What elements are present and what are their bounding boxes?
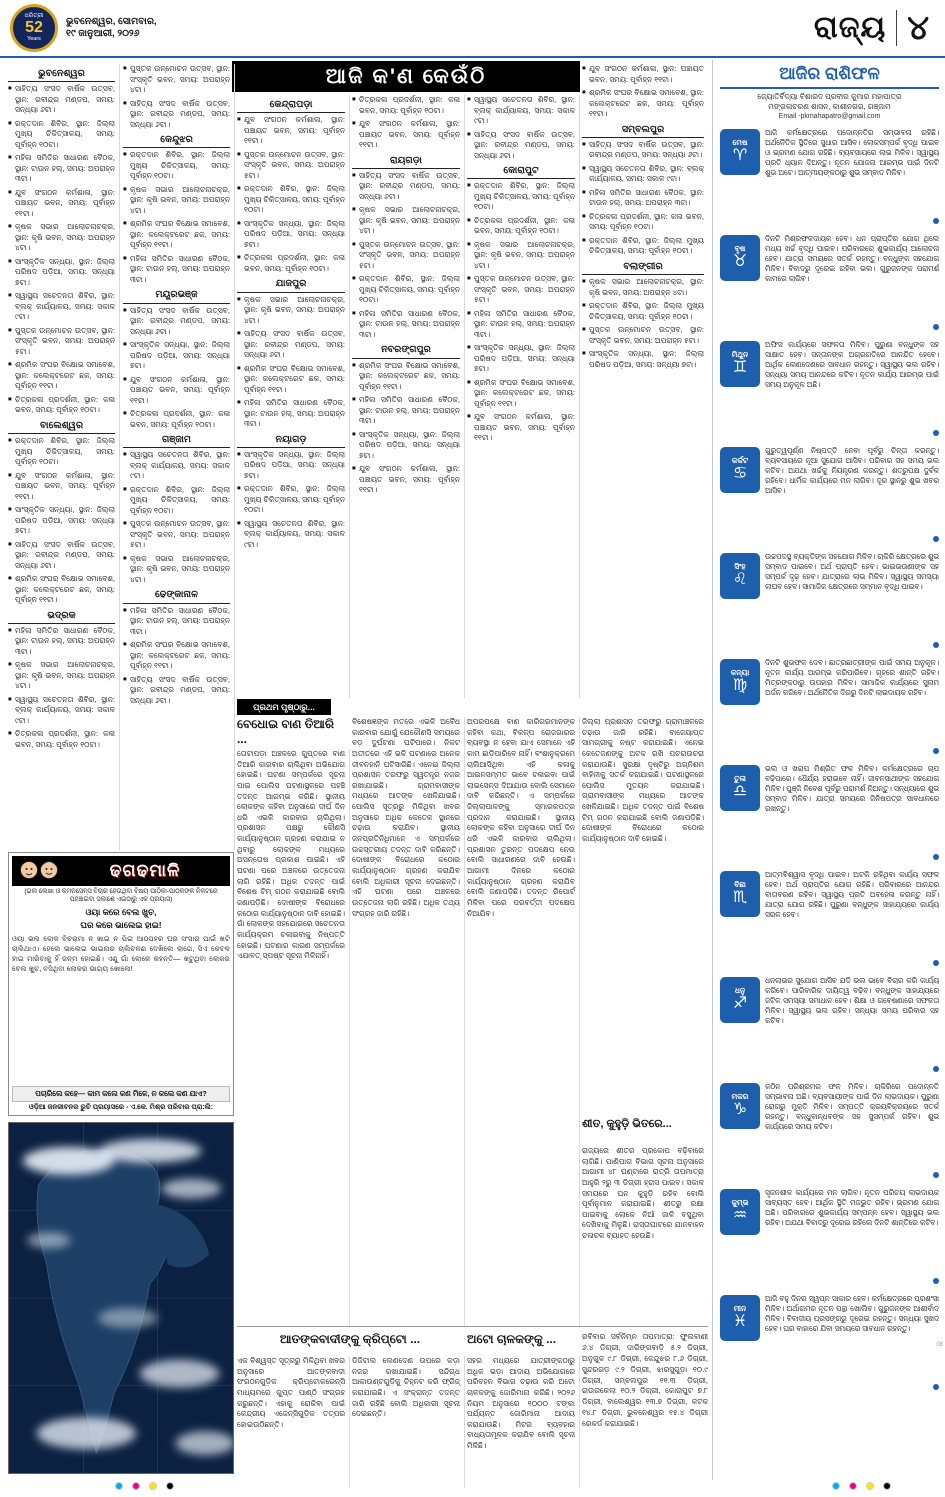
event-item: ◼ କୃଷକ ସଭାର ଆଲୋଚନାଚକ୍ର, ସ୍ଥାନ: କୃଷି ଭବନ, ସମୟ: ଅପରାହ୍ନ ୪ଟା। — [123, 185, 230, 217]
events-column-6 — [582, 64, 708, 698]
zodiac-badge — [720, 977, 760, 1023]
dot-separator — [933, 642, 939, 648]
event-item: ◼ ସାହିତ୍ୟ ସଂସଦ ବାର୍ଷିକ ଉତ୍ସବ, ସ୍ଥାନ: ରବୀନ୍ଦ୍ର ମଣ୍ଡପ, ସମୟ: ସନ୍ଧ୍ୟା ୬ଟା। — [8, 540, 115, 572]
horoscope-text: ଅଫିସ କାର୍ଯ୍ୟରେ ସଫଳତା ମିଳିବ। ପୁରୁଣା ବନ୍ଧୁଙ୍କ ସହ ସାକ୍ଷାତ ହେବ। ସନ୍ତାନଙ୍କ ଅଗ୍ରଗତିରେ ଆନନ୍ଦିତ ହେବେ। ଆର୍ଥିକ ଲେଣଦେଣରେ ସାବଧାନ ରହନ୍ତୁ। ସ୍ୱାସ୍ଥ୍ୟ ଭଲ ରହିବ। ସନ୍ଧ୍ୟା ସମୟ ଆନନ୍ଦରେ କଟିବ। ନୂତନ କାର୍ଯ୍ୟ ଆରମ୍ଭ ପାଇଁ ସମୟ ଅନୁକୂଳ ଅଛି। — [765, 339, 939, 389]
cartoon-title: ଢଗଢମାଳି — [109, 861, 181, 880]
dateline — [66, 16, 157, 41]
astrologer-email: Email -pkmahapatro@gmail.com — [778, 113, 881, 121]
event-item: ◼ ଯୁବ ସଂଗଠନ କର୍ମଶାଳା, ସ୍ଥାନ: ପଞ୍ଚାୟତ ଭବନ, ସମୟ: ପୂର୍ବାହ୍ନ ୧୧ଟା। — [582, 64, 704, 85]
event-item: ◼ କୃଷକ ସଭାର ଆଲୋଚନାଚକ୍ର, ସ୍ଥାନ: କୃଷି ଭବନ, ସମୟ: ଅପରାହ୍ନ ୪ଟା। — [123, 554, 230, 586]
event-item: ◼ ସାଂସ୍କୃତିକ ସନ୍ଧ୍ୟା, ସ୍ଥାନ: ଜିଲ୍ଲା ପରିଷଦ ପଡ଼ିଆ, ସମୟ: ସନ୍ଧ୍ୟା ୭ଟା। — [582, 349, 704, 370]
article2-headline: ଶୀତ, କୁହୁଡ଼ି ଭିତରେ... — [582, 1118, 672, 1130]
event-item: ◼ ସ୍ୱାସ୍ଥ୍ୟ ସଚେତନତା ଶିବିର, ସ୍ଥାନ: ବ୍ଲକ୍ କାର୍ଯ୍ୟାଳୟ, ସମୟ: ସକାଳ ୯ଟା। — [8, 291, 115, 323]
event-item: ◼ ମହିଳା ସମିତିର ସାଧାରଣ ବୈଠକ, ସ୍ଥାନ: ଟାଉନ ହଲ୍, ସମୟ: ଅପରାହ୍ନ ୩ଟା। — [352, 395, 460, 427]
zodiac-badge — [720, 447, 760, 493]
event-item: ◼ ପୁସ୍ତକ ଉନ୍ମୋଚନ ଉତ୍ସବ, ସ୍ଥାନ: ସଂସ୍କୃତି ଭବନ, ସମୟ: ଅପରାହ୍ନ ୫ଟା। — [237, 150, 345, 182]
zodiac-name: କର୍କଟ — [731, 455, 749, 465]
city-heading: ଭଦ୍ରକ — [8, 609, 115, 624]
dateline-line1: ଭୁବନେଶ୍ୱର, ସୋମବାର, — [66, 15, 157, 27]
city-heading: ବାଲେଶ୍ୱର — [8, 419, 115, 434]
horoscope-text: ଆଜି କର୍ମକ୍ଷେତ୍ରରେ ପଦୋନ୍ନତିର ସମ୍ଭାବନା ରହିଛି। ଅର୍ଥନୈତିକ ସ୍ଥିତିରେ ସୁଧାର ଆସିବ। ଲୋକସମ୍ପର୍କ ବୃଦ୍ଧି ପାଇବ ଓ ଭ୍ରମଣ ଯୋଗ ରହିଛି। ବ୍ୟବସାୟରେ ଲାଭ ମିଳିବ। ସ୍ୱାସ୍ଥ୍ୟ ପ୍ରତି ଧ୍ୟାନ ଦିଅନ୍ତୁ। ନୂତନ ଯୋଜନା ଆରମ୍ଭ ପାଇଁ ଦିନଟି ଶୁଭ ଅଟେ। ଆତ୍ମୀୟଙ୍କଠାରୁ ଶୁଭ ସମ୍ବାଦ ମିଳିବ। — [765, 127, 939, 177]
event-item: ◼ ଯୁବ ସଂଗଠନ କର୍ମଶାଳା, ସ୍ଥାନ: ପଞ୍ଚାୟତ ଭବନ, ସମୟ: ପୂର୍ବାହ୍ନ ୧୧ଟା। — [352, 119, 460, 151]
horoscope-sign — [720, 552, 939, 654]
zodiac-name: ମକର — [731, 1091, 749, 1101]
zodiac-badge — [720, 871, 760, 917]
zodiac-symbol-icon: ♎ — [732, 783, 748, 801]
event-item: ◼ କୃଷକ ସଭାର ଆଲୋଚନାଚକ୍ର, ସ୍ଥାନ: କୃଷି ଭବନ, ସମୟ: ଅପରାହ୍ନ ୪ଟା। — [467, 240, 575, 272]
event-item: ◼ ରକ୍ତଦାନ ଶିବିର, ସ୍ଥାନ: ଜିଲ୍ଲା ମୁଖ୍ୟ ଚିକିତ୍ସାଳୟ, ସମୟ: ପୂର୍ବାହ୍ନ ୧୦ଟା। — [467, 181, 575, 213]
horoscope-title: ଆଜିର ରାଶିଫଳ — [720, 62, 939, 89]
horoscope-sign — [720, 1188, 939, 1290]
article3-body-col1: ଏକ ବିଶ୍ୱସ୍ତ ସୂତ୍ରରୁ ମିଳିଥିବା ଖବର ଅନୁସାରେ ଆତଙ୍କବାଦୀ ସଂଗଠନଗୁଡ଼ିକ କ୍ରିପ୍ଟୋକରେନ୍ସି ମାଧ୍ୟମରେ ଗୁପ୍ତ ପାଣ୍ଠି ସଂଗ୍ରହ କରୁଛନ୍ତି। ଏହାକୁ ରୋକିବା ପାଇଁ କେନ୍ଦ୍ରୀୟ ଏଜେନ୍ସିଗୁଡ଼ିକ ତତ୍ପର ହୋଇଉଠିଛନ୍ତି। — [237, 1356, 350, 1488]
horoscope-sign — [720, 1294, 939, 1396]
registration-marks — [115, 1482, 174, 1490]
event-item: ◼ ସ୍ୱାସ୍ଥ୍ୟ ସଚେତନତା ଶିବିର, ସ୍ଥାନ: ବ୍ଲକ୍ କାର୍ଯ୍ୟାଳୟ, ସମୟ: ସକାଳ ୯ଟା। — [582, 164, 704, 185]
city-heading: ଯାଜପୁର — [237, 277, 345, 292]
article1-headline: ବେଧୋଇ ବାଣ ତିଆରି ... — [237, 717, 334, 746]
dot-separator — [933, 960, 939, 966]
from-page-one-label: ପ୍ରଥମ ପୃଷ୍ଠାରୁ... — [237, 699, 331, 715]
registration-dot — [166, 1482, 174, 1490]
cartoon-title-bar — [12, 856, 230, 886]
city-heading: କେନ୍ଦ୍ରାପଡ଼ା — [237, 98, 345, 113]
dot-separator — [933, 218, 939, 224]
dot-separator — [933, 1172, 939, 1178]
zodiac-symbol-icon: ♐ — [732, 995, 748, 1013]
temperature-readings: ରବିବାର ସର୍ବନିମ୍ନ ତାପମାତ୍ରା: ଫୁଲବାଣୀ ୬.୪ ଡିଗ୍ରୀ, ଦାରିଙ୍ଗବାଡ଼ି ୫.୨ ଡିଗ୍ରୀ, ଅନୁଗୁଳ ୯.୮ ଡିଗ୍ରୀ, କେନ୍ଦୁଝର ୮.୬ ଡିଗ୍ରୀ, ସୁନ୍ଦରଗଡ଼ ୯.୨ ଡିଗ୍ରୀ, ଝାରସୁଗୁଡ଼ା ୧୦.୯ ଡିଗ୍ରୀ, ସମ୍ବଲପୁର ୧୧.୩ ଡିଗ୍ରୀ, ରାଉରକେଲା ୧୦.୨ ଡିଗ୍ରୀ, କୋରାପୁଟ ୭.୮ ଡିଗ୍ରୀ, ବାଲେଶ୍ୱର ୧୩.୭ ଡିଗ୍ରୀ, କଟକ ୧୪.୮ ଡିଗ୍ରୀ, ଭୁବନେଶ୍ୱର ୧୫.୪ ଡିଗ୍ରୀ ରେକର୍ଡ କରାଯାଇଛି। — [582, 1332, 708, 1428]
event-item: ◼ ରକ୍ତଦାନ ଶିବିର, ସ୍ଥାନ: ଜିଲ୍ଲା ମୁଖ୍ୟ ଚିକିତ୍ସାଳୟ, ସମୟ: ପୂର୍ବାହ୍ନ ୧୦ଟା। — [8, 119, 115, 151]
registration-dot — [832, 1482, 840, 1490]
event-item: ◼ ଚିତ୍ରକଳା ପ୍ରଦର୍ଶନୀ, ସ୍ଥାନ: କଳା ଭବନ, ସମୟ: ପୂର୍ବାହ୍ନ ୧୦ଟା। — [237, 253, 345, 274]
horoscope-sign — [720, 234, 939, 336]
city-heading: ମୟୂରଭଞ୍ଜ — [123, 288, 230, 303]
city-heading: ଗଞ୍ଜାମ — [123, 433, 230, 448]
event-item: ◼ ରକ୍ତଦାନ ଶିବିର, ସ୍ଥାନ: ଜିଲ୍ଲା ମୁଖ୍ୟ ଚିକିତ୍ସାଳୟ, ସମୟ: ପୂର୍ବାହ୍ନ ୧୦ଟା। — [8, 436, 115, 468]
horoscope-text: ସୃଜନଶୀଳ କାର୍ଯ୍ୟରେ ମନ ଲାଗିବ। ନୂତନ ପରିଚୟ ଲାଭଦାୟକ ସାବ୍ୟସ୍ତ ହେବ। ଆର୍ଥିକ ସ୍ଥିତି ମଜଭୁତ ରହିବ। ଭ୍ରମଣ ଯୋଗ ଅଛି। ପରିବାରରେ ଶୁଭକାର୍ଯ୍ୟ ସମ୍ପନ୍ନ ହେବ। ସ୍ୱାସ୍ଥ୍ୟ ଭଲ ରହିବ। ଅଯଥା ବିବାଦରୁ ଦୂରେଇ ରହିଲେ ଦିନଟି ଶାନ୍ତିରେ କଟିବ। — [765, 1187, 939, 1227]
zodiac-symbol-icon: ♓ — [732, 1313, 748, 1331]
event-item: ◼ ଶ୍ରମିକ ସଂଘର ବିକ୍ଷୋଭ ସମାବେଶ, ସ୍ଥାନ: କଲେକ୍ଟରେଟ ଛକ, ସମୟ: ପୂର୍ବାହ୍ନ ୧୧ଟା। — [8, 574, 115, 606]
article1-body-col2: ବିଶେଷଜ୍ଞଙ୍କ ମତରେ ଏଭଳି ଅବୈଧ କାରବାର ଯୋଗୁଁ ଯେକୌଣସି ସମୟରେ ବଡ଼ ଦୁର୍ଘଟଣା ଘଟିପାରେ। ନିକଟ ଅତୀତରେ ଏହି ଭଳି ଘଟଣାରେ ଅନେକ ଜୀବନହାନି ଘଟିସାରିଛି। ଏନେଇ ଜିଲ୍ଲା ପ୍ରଶାସନ ତରଫରୁ ସ୍ୱତନ୍ତ୍ର ନଜର ରଖାଯାଇଛି। ଗ୍ରାମବାସୀଙ୍କ ମଧ୍ୟରେ ଆତଙ୍କ ଖେଳିଯାଇଛି। ପୋଲିସ ସୂତ୍ରରୁ ମିଳିଥିବା ଖବର ଅନୁସାରେ ଅଧିକ କେତେକ ସ୍ଥାନରେ ଚଢ଼ାଉ କରାଯିବ। ସ୍ଥାନୀୟ ଜନପ୍ରତିନିଧିମାନେ ଏ ସମ୍ପର୍କରେ ଉଚ୍ଚସ୍ତରୀୟ ତଦନ୍ତ ଦାବି କରିଛନ୍ତି। ଦୋଷୀଙ୍କ ବିରୋଧରେ କଠୋର କାର୍ଯ୍ୟାନୁଷ୍ଠାନ ଗ୍ରହଣ କରାଯିବ ବୋଲି ଅଧିକାରୀ ସୂଚନା ଦେଇଛନ୍ତି। ଏହି ଘଟଣା ପରେ ଅଞ୍ଚଳରେ ଉତ୍ତେଜନା ଲାଗି ରହିଛି। ଅଧିକ ତଥ୍ୟ ସଂଗ୍ରହ ଜାରି ରହିଛି। — [352, 717, 465, 1326]
astrologer-info — [720, 92, 939, 122]
event-item: ◼ ଯୁବ ସଂଗଠନ କର୍ମଶାଳା, ସ୍ଥାନ: ପଞ୍ଚାୟତ ଭବନ, ସମୟ: ପୂର୍ବାହ୍ନ ୧୧ଟା। — [352, 464, 460, 496]
events-column-5 — [467, 95, 580, 698]
event-item: ◼ ରକ୍ତଦାନ ଶିବିର, ସ୍ଥାନ: ଜିଲ୍ଲା ମୁଖ୍ୟ ଚିକିତ୍ସାଳୟ, ସମୟ: ପୂର୍ବାହ୍ନ ୧୦ଟା। — [237, 184, 345, 216]
event-item: ◼ ସାଂସ୍କୃତିକ ସନ୍ଧ୍ୟା, ସ୍ଥାନ: ଜିଲ୍ଲା ପରିଷଦ ପଡ଼ିଆ, ସମୟ: ସନ୍ଧ୍ୟା ୭ଟା। — [237, 450, 345, 482]
event-item: ◼ ସାହିତ୍ୟ ସଂସଦ ବାର୍ଷିକ ଉତ୍ସବ, ସ୍ଥାନ: ରବୀନ୍ଦ୍ର ମଣ୍ଡପ, ସମୟ: ସନ୍ଧ୍ୟା ୬ଟା। — [123, 99, 230, 131]
event-item: ◼ ଶ୍ରମିକ ସଂଘର ବିକ୍ଷୋଭ ସମାବେଶ, ସ୍ଥାନ: କଲେକ୍ଟରେଟ ଛକ, ସମୟ: ପୂର୍ବାହ୍ନ ୧୧ଟା। — [352, 361, 460, 393]
event-item: ◼ ରକ୍ତଦାନ ଶିବିର, ସ୍ଥାନ: ଜିଲ୍ଲା ମୁଖ୍ୟ ଚିକିତ୍ସାଳୟ, ସମୟ: ପୂର୍ବାହ୍ନ ୧୦ଟା। — [582, 236, 704, 257]
city-heading: ନୟାଗଡ଼ — [237, 433, 345, 448]
event-item: ◼ କୃଷକ ସଭାର ଆଲୋଚନାଚକ୍ର, ସ୍ଥାନ: କୃଷି ଭବନ, ସମୟ: ଅପରାହ୍ନ ୪ଟା। — [352, 205, 460, 237]
event-item: ◼ ପୁସ୍ତକ ଉନ୍ମୋଚନ ଉତ୍ସବ, ସ୍ଥାନ: ସଂସ୍କୃତି ଭବନ, ସମୟ: ଅପରାହ୍ନ ୫ଟା। — [352, 240, 460, 272]
event-item: ◼ ଯୁବ ସଂଗଠନ କର୍ମଶାଳା, ସ୍ଥାନ: ପଞ୍ଚାୟତ ଭବନ, ସମୟ: ପୂର୍ବାହ୍ନ ୧୧ଟା। — [237, 115, 345, 147]
city-heading: କୋରାପୁଟ — [467, 164, 575, 179]
event-item: ◼ ସାଂସ୍କୃତିକ ସନ୍ଧ୍ୟା, ସ୍ଥାନ: ଜିଲ୍ଲା ପରିଷଦ ପଡ଼ିଆ, ସମୟ: ସନ୍ଧ୍ୟା ୭ଟା। — [8, 505, 115, 537]
cartoon-credit: ଓଡ଼ିଆ ଜନଜୀବନର ରୁଚି ପ୍ରୟାସରେ - ଏ.କେ. ମିଶ୍ର ପରିବାର ପ୍ରା:ଲି: — [28, 1104, 214, 1111]
events-title-banner: ଆଜି କ'ଣ କେଉଁଠି — [232, 61, 580, 92]
zodiac-name: ମେଷ — [732, 137, 748, 147]
event-item: ◼ ରକ୍ତଦାନ ଶିବିର, ସ୍ଥାନ: ଜିଲ୍ଲା ମୁଖ୍ୟ ଚିକିତ୍ସାଳୟ, ସମୟ: ପୂର୍ବାହ୍ନ ୧୦ଟା। — [582, 301, 704, 322]
city-heading: ରାୟଗଡ଼ା — [352, 154, 460, 169]
zodiac-badge — [720, 1189, 760, 1235]
article1-body-col4: ଜିଲ୍ଲା ପ୍ରଶାସନ ତରଫରୁ ଗ୍ରାମାଞ୍ଚଳରେ ଚଢ଼ାଉ ଜାରି ରହିଛି। ବାଜେୟାପ୍ତ ସାମଗ୍ରୀକୁ ନଷ୍ଟ କରାଯାଇଛି। ଏନେଇ କେତେଜଣଙ୍କୁ ଅଟକ ରଖି ପଚରାଉଚରା କରାଯାଉଛି। ସୁରକ୍ଷା ଦୃଷ୍ଟିରୁ ଅଗ୍ନିଶମ ବାହିନୀକୁ ସତର୍କ କରାଯାଇଛି। ଘଟଣାସ୍ଥଳରେ ପୋଲିସ ମୁତୟନ କରାଯାଇଛି। ଗ୍ରାମବାସୀଙ୍କ ମଧ୍ୟରେ ଆତଙ୍କ ଖେଳିଯାଇଛି। ଅଧିକ ତଦନ୍ତ ପାଇଁ ବିଶେଷ ଟିମ୍ ଗଠନ କରାଯାଇଛି ବୋଲି ଜଣାପଡ଼ିଛି। ଦୋଷୀଙ୍କ ବିରୋଧରେ କଠୋର କାର୍ଯ୍ୟାନୁଷ୍ଠାନ ଦାବି ହୋଇଛି। — [582, 717, 704, 844]
article3-body-col2: ଡିଜିଟାଲ ଲେଣଦେଣ ଉପରେ କଡ଼ା ନଜର ରଖାଯାଇଛି। ସନ୍ଦିଗ୍ଧ ଆକାଉଣ୍ଟଗୁଡ଼ିକୁ ଚିହ୍ନଟ କରି ଫ୍ରିଜ୍ କରାଯାଇଛି। ଏ ସଂକ୍ରାନ୍ତ ତଦନ୍ତ ଜାରି ରହିଛି ବୋଲି ଅଧିକାରୀ ସୂଚନା ଦେଇଛନ୍ତି। — [352, 1356, 465, 1488]
event-item: ◼ ଚିତ୍ରକଳା ପ୍ରଦର୍ଶନୀ, ସ୍ଥାନ: କଳା ଭବନ, ସମୟ: ପୂର୍ବାହ୍ନ ୧୦ଟା। — [8, 729, 115, 750]
event-item: ◼ କୃଷକ ସଭାର ଆଲୋଚନାଚକ୍ର, ସ୍ଥାନ: କୃଷି ଭବନ, ସମୟ: ଅପରାହ୍ନ ୪ଟା। — [237, 295, 345, 327]
logo-years-label: Years — [27, 36, 41, 43]
events-column-3 — [237, 95, 350, 698]
events-column-4 — [352, 95, 465, 698]
event-item: ◼ ମହିଳା ସମିତିର ସାଧାରଣ ବୈଠକ, ସ୍ଥାନ: ଟାଉନ ହଲ୍, ସମୟ: ଅପରାହ୍ନ ୩ଟା। — [582, 188, 704, 209]
logo-years: 52 — [25, 19, 43, 37]
zodiac-name: ତୁଳା — [734, 773, 746, 783]
horoscope-sign — [720, 446, 939, 548]
cartoon-faces-icon — [18, 856, 62, 887]
article2-body: ରାଜ୍ୟରେ ଶୀତର ପ୍ରକୋପ ବଢ଼ିବାରେ ଲାଗିଛି। ପାଣିପାଗ ବିଭାଗ ସୂଚନା ଅନୁସାରେ ଆଗାମୀ ୪୮ ଘଣ୍ଟାରେ ରାତ୍ରି ତାପମାତ୍ରା ଆହୁରି ୨ରୁ ୩ ଡିଗ୍ରୀ ହ୍ରାସ ପାଇବ। ସକାଳ ସମୟରେ ଘନ କୁହୁଡ଼ି ରହିବ ବୋଲି ପୂର୍ବାନୁମାନ କରାଯାଇଛି। ଶୀତରୁ ରକ୍ଷା ପାଇବାକୁ ଲୋକେ ନିଆଁ ଜାଳି ବସୁଥିବା ଦେଖିବାକୁ ମିଳୁଛି। ରାସ୍ତାଘାଟରେ ଯାନବାହନ ଚଳାଚଳ ବ୍ୟାହତ ହେଉଛି। — [582, 1146, 704, 1241]
event-item: ◼ ରକ୍ତଦାନ ଶିବିର, ସ୍ଥାନ: ଜିଲ୍ଲା ମୁଖ୍ୟ ଚିକିତ୍ସାଳୟ, ସମୟ: ପୂର୍ବାହ୍ନ ୧୦ଟା। — [123, 150, 230, 182]
event-item: ◼ ଚିତ୍ରକଳା ପ୍ରଦର୍ଶନୀ, ସ୍ଥାନ: କଳା ଭବନ, ସମୟ: ପୂର୍ବାହ୍ନ ୧୦ଟା। — [352, 95, 460, 116]
zodiac-name: ମିଥୁନ — [731, 349, 749, 359]
horoscope-sign — [720, 976, 939, 1078]
event-item: ◼ ରକ୍ତଦାନ ଶିବିର, ସ୍ଥାନ: ଜିଲ୍ଲା ମୁଖ୍ୟ ଚିକିତ୍ସାଳୟ, ସମୟ: ପୂର୍ବାହ୍ନ ୧୦ଟା। — [123, 485, 230, 517]
zodiac-badge — [720, 341, 760, 387]
zodiac-name: ଧନୁ — [734, 985, 746, 995]
event-item: ◼ ମହିଳା ସମିତିର ସାଧାରଣ ବୈଠକ, ସ୍ଥାନ: ଟାଉନ ହଲ୍, ସମୟ: ଅପରାହ୍ନ ୩ଟା। — [8, 153, 115, 185]
horoscope-text: ଦିନଟି ଶୁଭଫଳ ଦେବ। ଛାତ୍ରଛାତ୍ରୀଙ୍କ ପାଇଁ ସମୟ ଅନୁକୂଳ। ନୂତନ କାର୍ଯ୍ୟ ଆରମ୍ଭ କରିପାରିବେ। ଗୃହରେ ଶାନ୍ତି ରହିବ। ମିତ୍ରଙ୍କଠାରୁ ଉପହାର ମିଳିବ। ସାମାଜିକ କାର୍ଯ୍ୟରେ ସୁନାମ ଅର୍ଜନ କରିବେ। ଅର୍ଥନୈତିକ ଦିଗରୁ ଦିନଟି ଲାଭଦାୟକ ରହିବ। — [765, 657, 939, 697]
article3-headline: ଆତଙ୍କବାଦୀଙ୍କୁ କ୍ରିପ୍ଟୋ ... — [279, 1332, 421, 1346]
horoscope-text: ଉଚ୍ଚପଦସ୍ଥ ବ୍ୟକ୍ତିଙ୍କ ସହଯୋଗ ମିଳିବ। ଚାକିରି କ୍ଷେତ୍ରରେ ଶୁଭ ସମ୍ବାଦ ପାଇବେ। ଅର୍ଥ ପ୍ରାପ୍ତି ହେବ। ଭାଇଭଉଣୀଙ୍କ ସହ ସମ୍ପର୍କ ଦୃଢ଼ ହେବ। ଯାତ୍ରାରେ ଲାଭ ମିଳିବ। ସ୍ୱାସ୍ଥ୍ୟ ସମସ୍ୟା ଲାଘବ ହେବ। ସାମାଜିକ କ୍ଷେତ୍ରରେ ସମ୍ମାନ ବୃଦ୍ଧି ପାଇବ। — [765, 551, 939, 591]
event-item: ◼ ଶ୍ରମିକ ସଂଘର ବିକ୍ଷୋଭ ସମାବେଶ, ସ୍ଥାନ: କଲେକ୍ଟରେଟ ଛକ, ସମୟ: ପୂର୍ବାହ୍ନ ୧୧ଟା। — [8, 360, 115, 392]
satellite-map-graphic — [9, 1123, 233, 1473]
event-item: ◼ ଶ୍ରମିକ ସଂଘର ବିକ୍ଷୋଭ ସମାବେଶ, ସ୍ଥାନ: କଲେକ୍ଟରେଟ ଛକ, ସମୟ: ପୂର୍ବାହ୍ନ ୧୧ଟା। — [123, 640, 230, 672]
event-item: ◼ ଯୁବ ସଂଗଠନ କର୍ମଶାଳା, ସ୍ଥାନ: ପଞ୍ଚାୟତ ଭବନ, ସମୟ: ପୂର୍ବାହ୍ନ ୧୧ଟା। — [8, 188, 115, 220]
event-item: ◼ ସାଂସ୍କୃତିକ ସନ୍ଧ୍ୟା, ସ୍ଥାନ: ଜିଲ୍ଲା ପରିଷଦ ପଡ଼ିଆ, ସମୟ: ସନ୍ଧ୍ୟା ୭ଟା। — [352, 430, 460, 462]
zodiac-name: କନ୍ୟା — [730, 667, 750, 677]
event-item: ◼ ସାହିତ୍ୟ ସଂସଦ ବାର୍ଷିକ ଉତ୍ସବ, ସ୍ଥାନ: ରବୀନ୍ଦ୍ର ମଣ୍ଡପ, ସମୟ: ସନ୍ଧ୍ୟା ୬ଟା। — [352, 171, 460, 203]
event-item: ◼ ସାଂସ୍କୃତିକ ସନ୍ଧ୍ୟା, ସ୍ଥାନ: ଜିଲ୍ଲା ପରିଷଦ ପଡ଼ିଆ, ସମୟ: ସନ୍ଧ୍ୟା ୭ଟା। — [467, 343, 575, 375]
event-item: ◼ ସାହିତ୍ୟ ସଂସଦ ବାର୍ଷିକ ଉତ୍ସବ, ସ୍ଥାନ: ରବୀନ୍ଦ୍ର ମଣ୍ଡପ, ସମୟ: ସନ୍ଧ୍ୟା ୬ଟା। — [237, 329, 345, 361]
zodiac-name: ବୃଷ — [734, 243, 746, 253]
event-item: ◼ ସାଂସ୍କୃତିକ ସନ୍ଧ୍ୟା, ସ୍ଥାନ: ଜିଲ୍ଲା ପରିଷଦ ପଡ଼ିଆ, ସମୟ: ସନ୍ଧ୍ୟା ୭ଟା। — [8, 257, 115, 289]
event-item: ◼ ମହିଳା ସମିତିର ସାଧାରଣ ବୈଠକ, ସ୍ଥାନ: ଟାଉନ ହଲ୍, ସମୟ: ଅପରାହ୍ନ ୩ଟା। — [237, 398, 345, 430]
event-item: ◼ ରକ୍ତଦାନ ଶିବିର, ସ୍ଥାନ: ଜିଲ୍ଲା ମୁଖ୍ୟ ଚିକିତ୍ସାଳୟ, ସମୟ: ପୂର୍ବାହ୍ନ ୧୦ଟା। — [352, 274, 460, 306]
city-heading: ନବରଙ୍ଗପୁର — [352, 343, 460, 358]
horoscope-sign — [720, 128, 939, 230]
event-item: ◼ ସାଂସ୍କୃତିକ ସନ୍ଧ୍ୟା, ସ୍ଥାନ: ଜିଲ୍ଲା ପରିଷଦ ପଡ଼ିଆ, ସମୟ: ସନ୍ଧ୍ୟା ୭ଟା। — [237, 219, 345, 251]
registration-marks — [832, 1482, 891, 1490]
horoscope-text: ଗୁରୁତ୍ୱପୂର୍ଣ୍ଣ ନିଷ୍ପତ୍ତି ନେବା ପୂର୍ବରୁ ଚିନ୍ତା କରନ୍ତୁ। ବ୍ୟବସାୟରେ ନୂଆ ସୁଯୋଗ ଆସିବ। ପରିବାର ସହ ସମୟ ଭଲ କଟିବ। ଅଯଥା ଖର୍ଚ୍ଚକୁ ନିୟନ୍ତ୍ରଣ କରନ୍ତୁ। ଶତ୍ରୁପକ୍ଷ ଦୁର୍ବଳ ରହିବେ। ଧାର୍ମିକ କାର୍ଯ୍ୟରେ ମନ ଲାଗିବ। ଦୂର ସ୍ଥାନରୁ ଶୁଭ ଖବର ଆସିବ। — [765, 445, 939, 495]
astrologer-name: ଜ୍ୟୋତିର୍ବିଦ୍ୟା ବିଶାରଦ ପ୍ରବୀର କୁମାର ମହାପାତ୍ର — [757, 92, 902, 101]
registration-dot — [132, 1482, 140, 1490]
zodiac-symbol-icon: ♋ — [732, 465, 748, 483]
horoscope-text: ଦିନଟି ମିଶ୍ରଫଳଦାୟକ ହେବ। ଧନ ପ୍ରାପ୍ତିର ଯୋଗ ଥିଲେ ମଧ୍ୟ ଖର୍ଚ୍ଚ ବୃଦ୍ଧି ପାଇବ। ପରିବାରରେ ଶୁଭକାର୍ଯ୍ୟ ଆଲୋଚନା ହେବ। ଯାତ୍ରା ସମୟରେ ସତର୍କ ରହନ୍ତୁ। ବନ୍ଧୁଙ୍କ ସହଯୋଗ ମିଳିବ। ବିବାଦରୁ ଦୂରେଇ ରହିବା ଭଲ। ଗୁରୁଜନଙ୍କ ପରାମର୍ଶ କାମରେ ଲାଗିବ। — [765, 233, 939, 283]
dot-separator — [933, 748, 939, 754]
event-item: ◼ ସାହିତ୍ୟ ସଂସଦ ବାର୍ଷିକ ଉତ୍ସବ, ସ୍ଥାନ: ରବୀନ୍ଦ୍ର ମଣ୍ଡପ, ସମୟ: ସନ୍ଧ୍ୟା ୬ଟା। — [582, 140, 704, 161]
event-item: ◼ ଚିତ୍ରକଳା ପ୍ରଦର୍ଶନୀ, ସ୍ଥାନ: କଳା ଭବନ, ସମୟ: ପୂର୍ବାହ୍ନ ୧୦ଟା। — [8, 395, 115, 416]
zodiac-symbol-icon: ♈ — [732, 147, 748, 165]
masthead-right — [814, 9, 935, 48]
dot-separator — [933, 324, 939, 330]
horoscope-text: ଆତ୍ମବିଶ୍ୱାସ ବୃଦ୍ଧି ପାଇବ। ଅଟକି ରହିଥିବା କାର୍ଯ୍ୟ ସଫଳ ହେବ। ଅର୍ଥ ପ୍ରାପ୍ତିର ଯୋଗ ରହିଛି। ପରିବାରରେ ଆନନ୍ଦର ବାତାବରଣ ରହିବ। ସ୍ୱାସ୍ଥ୍ୟ ପ୍ରତି ଅବହେଳା କରନ୍ତୁ ନାହିଁ। ଯାତ୍ରା ଯୋଗ ରହିଛି। ପୁରୁଣା ବନ୍ଧୁଙ୍କ ସାହାଯ୍ୟରେ କାର୍ଯ୍ୟ ସରଳ ହେବ। — [765, 869, 939, 919]
zodiac-symbol-icon: ♍ — [732, 677, 748, 695]
zodiac-name: ବିଛା — [734, 879, 746, 889]
event-item: ◼ ମହିଳା ସମିତିର ସାଧାରଣ ବୈଠକ, ସ୍ଥାନ: ଟାଉନ ହଲ୍, ସମୟ: ଅପରାହ୍ନ ୩ଟା। — [467, 309, 575, 341]
event-item: ◼ କୃଷକ ସଭାର ଆଲୋଚନାଚକ୍ର, ସ୍ଥାନ: କୃଷି ଭବନ, ସମୟ: ଅପରାହ୍ନ ୪ଟା। — [582, 277, 704, 298]
logo-paper-name: ଧରିତ୍ରୀ — [24, 13, 44, 20]
city-heading: କେନ୍ଦୁଝର — [123, 133, 230, 148]
cartoon-subtitle: (ଭଲ ଲେଖା ଓ କମନସେନ୍ସ ବିଚାର ହେଉଥିବା ବିଷୟ ପାଠିକା-ପାଠକଙ୍କ ନିକଟରେ ପହଞ୍ଚାଇବା ସକାଶେ ଏଇଠାରୁ ଏକ ପ୍ରୟାସ) — [24, 888, 218, 904]
event-item: ◼ ପୁସ୍ତକ ଉନ୍ମୋଚନ ଉତ୍ସବ, ସ୍ଥାନ: ସଂସ୍କୃତି ଭବନ, ସମୟ: ଅପରାହ୍ନ ୫ଟା। — [582, 325, 704, 346]
event-item: ◼ ପୁସ୍ତକ ଉନ୍ମୋଚନ ଉତ୍ସବ, ସ୍ଥାନ: ସଂସ୍କୃତି ଭବନ, ସମୟ: ଅପରାହ୍ନ ୫ଟା। — [123, 519, 230, 551]
horoscope-text: ଭଲ ଓ ଖରାପ ମିଶ୍ରିତ ଫଳ ମିଳିବ। କର୍ମକ୍ଷେତ୍ରରେ ଚାପ ବଢ଼ିପାରେ। ଧୈର୍ଯ୍ୟ ହରାଇବେ ନାହିଁ। ଜୀବନସାଥୀଙ୍କ ସହଯୋଗ ମିଳିବ। ପୁଞ୍ଜି ନିବେଶ ପୂର୍ବରୁ ପରାମର୍ଶ ନିଅନ୍ତୁ। ସନ୍ଧ୍ୟାରେ ଶୁଭ ସମ୍ବାଦ ମିଳିବ। ଯାତ୍ରା ସମୟରେ ଜିନିଷପତ୍ର ସାବଧାନରେ ରଖନ୍ତୁ। — [765, 763, 939, 813]
zodiac-badge — [720, 129, 760, 175]
dot-separator — [933, 854, 939, 860]
article4-headline: ଅଟୋ ଚାଳକଙ୍କୁ ... — [467, 1332, 557, 1346]
horoscope-sidebar — [712, 60, 945, 1480]
article1-body-col1: ତୋଟାପଡ଼ା ଅଞ୍ଚଳରେ ଗୁପ୍ତରେ ବାଣ ତିଆରି କାରବାର ଚାଲିଥିବା ଅଭିଯୋଗ ହୋଇଛି। ଘଟଣା ସମ୍ପର୍କରେ ସୂଚନା ପାଇ ପୋଲିସ ଘଟଣାସ୍ଥଳରେ ପହଞ୍ଚି ତଦନ୍ତ ଆରମ୍ଭ କରିଛି। ସ୍ଥାନୀୟ ଲୋକଙ୍କ କହିବା ଅନୁସାରେ ଦୀର୍ଘ ଦିନ ଧରି ଏଭଳି କାରବାର ଚାଲିଥିଲା। ପ୍ରଶାସନ ପକ୍ଷରୁ କୌଣସି କାର୍ଯ୍ୟାନୁଷ୍ଠାନ ଗ୍ରହଣ କରାଯାଇ ନ ଥିବାରୁ ଲୋକଙ୍କ ମଧ୍ୟରେ ଅସନ୍ତୋଷ ପ୍ରକାଶ ପାଇଛି। ଏହି ଘଟଣା ପରେ ଅଞ୍ଚଳରେ ଉତ୍ତେଜନା ଲାଗି ରହିଛି। ଅଧିକ ତଦନ୍ତ ପାଇଁ ବିଶେଷ ଟିମ୍ ଗଠନ କରାଯାଇଛି ବୋଲି ଜଣାପଡ଼ିଛି। ଦୋଷୀଙ୍କ ବିରୋଧରେ କଠୋର କାର୍ଯ୍ୟାନୁଷ୍ଠାନ ଦାବି ହୋଇଛି। ଗାଁ ଲୋକଙ୍କ ସହଯୋଗରେ ସଚେତନତା କାର୍ଯ୍ୟକ୍ରମ ଚଳାଇବାକୁ ନିଷ୍ପତ୍ତି ହୋଇଛି। ଘଟଣାର କାରଣ ସମ୍ପର୍କରେ ଏଯାବତ୍ ସ୍ପଷ୍ଟ ସୂଚନା ମିଳିନାହିଁ। — [237, 749, 350, 1326]
cartoon-question: ପଚାରିଲେ କହେ— କାମ କଲେ କଣ ମିଳେ, ନ କଲେ କଣ ଯାଏ? — [12, 1086, 230, 1102]
event-item: ◼ ଯୁବ ସଂଗଠନ କର୍ମଶାଳା, ସ୍ଥାନ: ପଞ୍ଚାୟତ ଭବନ, ସମୟ: ପୂର୍ବାହ୍ନ ୧୧ଟା। — [467, 412, 575, 444]
horoscope-sign — [720, 870, 939, 972]
event-item: ◼ ଚିତ୍ରକଳା ପ୍ରଦର୍ଶନୀ, ସ୍ଥାନ: କଳା ଭବନ, ସମୟ: ପୂର୍ବାହ୍ନ ୧୦ଟା। — [582, 212, 704, 233]
zodiac-badge — [720, 1083, 760, 1129]
cartoon-verse-line1: ଓୟା କରେ ବେଲ ଖୁଚ, — [85, 906, 157, 917]
zodiac-symbol-icon: ♒ — [732, 1207, 748, 1225]
event-item: ◼ ସାହିତ୍ୟ ସଂସଦ ବାର୍ଷିକ ଉତ୍ସବ, ସ୍ଥାନ: ରବୀନ୍ଦ୍ର ମଣ୍ଡପ, ସମୟ: ସନ୍ଧ୍ୟା ୬ଟା। — [123, 306, 230, 338]
event-item: ◼ ଚିତ୍ରକଳା ପ୍ରଦର୍ଶନୀ, ସ୍ଥାନ: କଳା ଭବନ, ସମୟ: ପୂର୍ବାହ୍ନ ୧୦ଟା। — [123, 409, 230, 430]
bottom-section-rule — [237, 1326, 708, 1327]
event-item: ◼ ସାଂସ୍କୃତିକ ସନ୍ଧ୍ୟା, ସ୍ଥାନ: ଜିଲ୍ଲା ପରିଷଦ ପଡ଼ିଆ, ସମୟ: ସନ୍ଧ୍ୟା ୭ଟା। — [123, 340, 230, 372]
masthead-divider — [896, 10, 897, 46]
event-item: ◼ ସ୍ୱାସ୍ଥ୍ୟ ସଚେତନତା ଶିବିର, ସ୍ଥାନ: ବ୍ଲକ୍ କାର୍ଯ୍ୟାଳୟ, ସମୟ: ସକାଳ ୯ଟା। — [237, 519, 345, 551]
city-heading: ବଲାଙ୍ଗୀର — [582, 260, 704, 275]
page-code: 08 — [936, 1342, 943, 1348]
dot-separator — [933, 536, 939, 542]
horoscope-text: ଧନଲାଭର ସୁଯୋଗ ଆସିବ ଯଦି ଭଲ ଭାବେ ବିଚାର କରି କାର୍ଯ୍ୟ କରିବେ। ପାରିବାରିକ ଦାୟିତ୍ୱ ବଢ଼ିବ। ବନ୍ଧୁଙ୍କ ସାହାଯ୍ୟରେ ଜଟିଳ ସମସ୍ୟା ସମାଧାନ ହେବ। ଶିକ୍ଷା ଓ ଗବେଷଣାରେ ସଫଳତା ମିଳିବ। ସ୍ୱାସ୍ଥ୍ୟ ଭଲ ରହିବ। ସନ୍ଧ୍ୟା ସମୟ ପରିବାର ସହ କଟିବ। — [765, 975, 939, 1025]
event-item: ◼ ସାହିତ୍ୟ ସଂସଦ ବାର୍ଷିକ ଉତ୍ସବ, ସ୍ଥାନ: ରବୀନ୍ଦ୍ର ମଣ୍ଡପ, ସମୟ: ସନ୍ଧ୍ୟା ୬ଟା। — [467, 130, 575, 162]
zodiac-badge — [720, 235, 760, 281]
satellite-weather-map-image — [8, 1122, 234, 1474]
registration-dot — [866, 1482, 874, 1490]
event-item: ◼ ପୁସ୍ତକ ଉନ୍ମୋଚନ ଉତ୍ସବ, ସ୍ଥାନ: ସଂସ୍କୃତି ଭବନ, ସମୟ: ଅପରାହ୍ନ ୫ଟା। — [467, 274, 575, 306]
cartoon-verse-line2: ଘର କରେ ଭାଲେଇ ହାଇ! — [80, 920, 162, 931]
horoscope-sign — [720, 1082, 939, 1184]
event-item: ◼ ମହିଳା ସମିତିର ସାଧାରଣ ବୈଠକ, ସ୍ଥାନ: ଟାଉନ ହଲ୍, ସମୟ: ଅପରାହ୍ନ ୩ଟା। — [352, 309, 460, 341]
events-column-2 — [123, 64, 235, 850]
event-item: ◼ ଶ୍ରମିକ ସଂଘର ବିକ୍ଷୋଭ ସମାବେଶ, ସ୍ଥାନ: କଲେକ୍ଟରେଟ ଛକ, ସମୟ: ପୂର୍ବାହ୍ନ ୧୧ଟା। — [467, 378, 575, 410]
horoscope-text: ଆଜି ବହୁ ଦିନର ସ୍ୱପ୍ନ ସାକାର ହେବ। କର୍ମକ୍ଷେତ୍ରରେ ପ୍ରଶଂସା ମିଳିବ। ଅର୍ଥାଗମର ନୂତନ ପନ୍ଥା ଖୋଲିବ। ଗୁରୁଜନଙ୍କ ଆଶୀର୍ବାଦ ମିଳିବ। ବିବାଦୀୟ ପ୍ରସଙ୍ଗରୁ ଦୂରେଇ ରହନ୍ତୁ। ସନ୍ଧ୍ୟା ସୁଖଦ ହେବ। ଘର ବାହାରେ ଯିବା ସମୟରେ ସାବଧାନ ରହନ୍ତୁ। — [765, 1293, 939, 1333]
article1-body-col3: ଅପରପକ୍ଷେ ବାଣ କାରିଗରମାନଙ୍କ କହିବା କଥା, ବିକଳ୍ପ ରୋଜଗାରର ବ୍ୟବସ୍ଥା ନ ହେବା ଯାଏ ସେମାନେ ଏହି କାମ ଛାଡ଼ିପାରିବେ ନାହିଁ। ବଂଶାନୁକ୍ରମେ ଚାଲିଆସିଥିବା ଏହି କଳାକୁ ଆଇନସମ୍ମତ ଭାବେ ଚଳାଇବା ପାଇଁ ଲାଇସେନ୍ସ ଦିଆଯାଉ ବୋଲି ସେମାନେ ଦାବି କରିଛନ୍ତି। ଏ ସମ୍ପର୍କରେ ଜିଲ୍ଲାପାଳଙ୍କୁ ସ୍ମାରକପତ୍ର ପ୍ରଦାନ କରାଯାଇଛି। ସ୍ଥାନୀୟ ଲୋକଙ୍କ କହିବା ଅନୁସାରେ ଦୀର୍ଘ ଦିନ ଧରି ଏଭଳି କାରବାର ଚାଲିଥିଲା। ପ୍ରଶାସନ ତୁରନ୍ତ ପଦକ୍ଷେପ ନେଉ ବୋଲି ସାଧାରଣରେ ଦାବି ହେଉଛି। ଆଗାମୀ ଦିନରେ କଠୋର କାର୍ଯ୍ୟାନୁଷ୍ଠାନ ଗ୍ରହଣ କରାଯିବ ବୋଲି ଜଣାପଡ଼ିଛି। ତଦନ୍ତ ରିପୋର୍ଟ ମିଳିବା ପରେ ପରବର୍ତ୍ତୀ ପଦକ୍ଷେପ ନିଆଯିବ। — [467, 717, 580, 1326]
event-item: ◼ ଯୁବ ସଂଗଠନ କର୍ମଶାଳା, ସ୍ଥାନ: ପଞ୍ଚାୟତ ଭବନ, ସମୟ: ପୂର୍ବାହ୍ନ ୧୧ଟା। — [123, 375, 230, 407]
horoscope-sign — [720, 340, 939, 442]
event-item: ◼ ସ୍ୱାସ୍ଥ୍ୟ ସଚେତନତା ଶିବିର, ସ୍ଥାନ: ବ୍ଲକ୍ କାର୍ଯ୍ୟାଳୟ, ସମୟ: ସକାଳ ୯ଟା। — [8, 695, 115, 727]
event-item: ◼ ସ୍ୱାସ୍ଥ୍ୟ ସଚେତନତା ଶିବିର, ସ୍ଥାନ: ବ୍ଲକ୍ କାର୍ଯ୍ୟାଳୟ, ସମୟ: ସକାଳ ୯ଟା। — [467, 95, 575, 127]
registration-dot — [849, 1482, 857, 1490]
event-item: ◼ ପୁସ୍ତକ ଉନ୍ମୋଚନ ଉତ୍ସବ, ସ୍ଥାନ: ସଂସ୍କୃତି ଭବନ, ସମୟ: ଅପରାହ୍ନ ୪ଟା। — [123, 64, 230, 96]
event-item: ◼ ଶ୍ରମିକ ସଂଘର ବିକ୍ଷୋଭ ସମାବେଶ, ସ୍ଥାନ: କଲେକ୍ଟରେଟ ଛକ, ସମୟ: ପୂର୍ବାହ୍ନ ୧୧ଟା। — [237, 364, 345, 396]
registration-dot — [883, 1482, 891, 1490]
zodiac-badge — [720, 1295, 760, 1341]
horoscope-sign — [720, 658, 939, 760]
dot-separator — [933, 430, 939, 436]
registration-dot — [149, 1482, 157, 1490]
zodiac-symbol-icon: ♑ — [732, 1101, 748, 1119]
zodiac-badge — [720, 659, 760, 705]
zodiac-name: କୁମ୍ଭ — [731, 1197, 749, 1207]
dot-separator — [933, 1278, 939, 1284]
horoscope-list — [720, 128, 939, 1396]
events-column-1 — [8, 64, 120, 850]
zodiac-badge — [720, 765, 760, 811]
masthead — [0, 0, 945, 58]
dot-separator — [933, 1384, 939, 1390]
astrologer-address: ମଙ୍ଗଳାଚରଣ ଶାସନ, କାଶୀନଗର, ଗଞ୍ଜାମ — [768, 102, 891, 112]
city-heading: ସମ୍ବଲପୁର — [582, 123, 704, 138]
zodiac-name: ମୀନ — [733, 1303, 747, 1313]
event-item: ◼ ମହିଳା ସମିତିର ସାଧାରଣ ବୈଠକ, ସ୍ଥାନ: ଟାଉନ ହଲ୍, ସମୟ: ଅପରାହ୍ନ ୩ଟା। — [123, 606, 230, 638]
page-number: ୪ — [907, 8, 929, 47]
zodiac-symbol-icon: ♉ — [732, 253, 748, 271]
event-item: ◼ ସାହିତ୍ୟ ସଂସଦ ବାର୍ଷିକ ଉତ୍ସବ, ସ୍ଥାନ: ରବୀନ୍ଦ୍ର ମଣ୍ଡପ, ସମୟ: ସନ୍ଧ୍ୟା ୬ଟା। — [123, 675, 230, 707]
article4-body: ସହର ମଧ୍ୟରେ ଯାତ୍ରୀଙ୍କଠାରୁ ଅଧିକ ଭଡ଼ା ଆଦାୟ ଅଭିଯୋଗରେ ପରିବହନ ବିଭାଗ ଚଢ଼ାଉ କରି ଅଟୋ ଚାଳକଙ୍କୁ ଜୋରିମାନା କରିଛି। ୨୦୨୬ ନିୟମ ଅନୁସାରେ ୧୦୦୦ ଟଙ୍କା ପର୍ଯ୍ୟନ୍ତ ଜୋରିମାନା ଆଦାୟ କରାଯାଉଛି। ମିଟର ବ୍ୟବହାର ବାଧ୍ୟତାମୂଳକ କରାଯିବ ବୋଲି ସୂଚନା ମିଳିଛି। — [467, 1356, 580, 1488]
cartoon-body-text: ଓୟା ଭଲ ଲୋକ ବିଚରାମା ନ ଖାଇ ନ ପିଇ ଆଠପହର ଘର ସଂସାର ପାଇଁ ଖଟି ଚାଲିଥାଏ। ହେଲେ ଭାଲେଇ ଭାଇନାର ଚାଲିଚଳଣ ଦେଖିଲେ ଲାଗେ, ସିଏ କେବଳ ହାଇ ମାରିବାକୁ ହିଁ ଜନ୍ମ ହୋଇଛି। ଏଣୁ ଗାଁ ଲୋକେ କହନ୍ତି— ଖଟୁଥିବା ଲୋକର ବେଲ ଖୁଚ, ବସିଥିବା ଲୋକର ଭାଗ୍ୟ ଖୋଲେ! — [12, 933, 230, 973]
event-item: ◼ ଶ୍ରମିକ ସଂଘର ବିକ୍ଷୋଭ ସମାବେଶ, ସ୍ଥାନ: କଲେକ୍ଟରେଟ ଛକ, ସମୟ: ପୂର୍ବାହ୍ନ ୧୧ଟା। — [123, 219, 230, 251]
city-heading: ଢେଙ୍କାନାଳ — [123, 588, 230, 603]
event-item: ◼ ଯୁବ ସଂଗଠନ କର୍ମଶାଳା, ସ୍ଥାନ: ପଞ୍ଚାୟତ ଭବନ, ସମୟ: ପୂର୍ବାହ୍ନ ୧୧ଟା। — [8, 471, 115, 503]
event-item: ◼ ସ୍ୱାସ୍ଥ୍ୟ ସଚେତନତା ଶିବିର, ସ୍ଥାନ: ବ୍ଲକ୍ କାର୍ଯ୍ୟାଳୟ, ସମୟ: ସକାଳ ୯ଟା। — [123, 450, 230, 482]
horoscope-sign — [720, 764, 939, 866]
zodiac-badge — [720, 553, 760, 599]
event-item: ◼ ସାହିତ୍ୟ ସଂସଦ ବାର୍ଷିକ ଉତ୍ସବ, ସ୍ଥାନ: ରବୀନ୍ଦ୍ର ମଣ୍ଡପ, ସମୟ: ସନ୍ଧ୍ୟା ୬ଟା। — [8, 84, 115, 116]
zodiac-name: ସିଂହ — [734, 561, 746, 571]
event-item: ◼ ପୁସ୍ତକ ଉନ୍ମୋଚନ ଉତ୍ସବ, ସ୍ଥାନ: ସଂସ୍କୃତି ଭବନ, ସମୟ: ଅପରାହ୍ନ ୫ଟା। — [8, 326, 115, 358]
city-heading: ଭୁବନେଶ୍ୱର — [8, 67, 115, 82]
event-item: ◼ କୃଷକ ସଭାର ଆଲୋଚନାଚକ୍ର, ସ୍ଥାନ: କୃଷି ଭବନ, ସମୟ: ଅପରାହ୍ନ ୪ଟା। — [8, 222, 115, 254]
dot-separator — [933, 1066, 939, 1072]
cartoon-section — [8, 852, 234, 1116]
registration-dot — [115, 1482, 123, 1490]
dateline-line2: ୧୯ ଜାନୁଆରୀ, ୨୦୨୬ — [66, 28, 140, 39]
event-item: ◼ ମହିଳା ସମିତିର ସାଧାରଣ ବୈଠକ, ସ୍ଥାନ: ଟାଉନ ହଲ୍, ସମୟ: ଅପରାହ୍ନ ୩ଟା। — [123, 254, 230, 286]
horoscope-text: କଠିନ ପରିଶ୍ରମର ଫଳ ମିଳିବ। ଚାକିରିରେ ପଦୋନ୍ନତି ସମ୍ଭାବନା ଅଛି। ବ୍ୟବସାୟୀଙ୍କ ପାଇଁ ଦିନ ଲାଭଦାୟକ। ପୁରୁଣା ରୋଗରୁ ମୁକ୍ତି ମିଳିବ। ସମ୍ପତ୍ତି କ୍ରୟବିକ୍ରୟରେ ସତର୍କ ରହନ୍ତୁ। ବନ୍ଧୁବାନ୍ଧବଙ୍କ ସହ ସୁସମ୍ପର୍କ ରହିବ। ଶୁଭ କାର୍ଯ୍ୟରେ ସମୟ କଟିବ। — [765, 1081, 939, 1131]
zodiac-symbol-icon: ♏ — [732, 889, 748, 907]
event-item: ◼ ଚିତ୍ରକଳା ପ୍ରଦର୍ଶନୀ, ସ୍ଥାନ: କଳା ଭବନ, ସମୟ: ପୂର୍ବାହ୍ନ ୧୦ଟା। — [467, 216, 575, 237]
zodiac-symbol-icon: ♊ — [732, 359, 748, 377]
section-name: ରାଜ୍ୟ — [813, 11, 887, 44]
newspaper-logo — [10, 4, 58, 52]
event-item: ◼ ଶ୍ରମିକ ସଂଘର ବିକ୍ଷୋଭ ସମାବେଶ, ସ୍ଥାନ: କଲେକ୍ଟରେଟ ଛକ, ସମୟ: ପୂର୍ବାହ୍ନ ୧୧ଟା। — [582, 88, 704, 120]
zodiac-symbol-icon: ♌ — [732, 571, 748, 589]
event-item: ◼ ମହିଳା ସମିତିର ସାଧାରଣ ବୈଠକ, ସ୍ଥାନ: ଟାଉନ ହଲ୍, ସମୟ: ଅପରାହ୍ନ ୩ଟା। — [8, 626, 115, 658]
event-item: ◼ ରକ୍ତଦାନ ଶିବିର, ସ୍ଥାନ: ଜିଲ୍ଲା ମୁଖ୍ୟ ଚିକିତ୍ସାଳୟ, ସମୟ: ପୂର୍ବାହ୍ନ ୧୦ଟା। — [237, 484, 345, 516]
event-item: ◼ କୃଷକ ସଭାର ଆଲୋଚନାଚକ୍ର, ସ୍ଥାନ: କୃଷି ଭବନ, ସମୟ: ଅପରାହ୍ନ ୪ଟା। — [8, 660, 115, 692]
